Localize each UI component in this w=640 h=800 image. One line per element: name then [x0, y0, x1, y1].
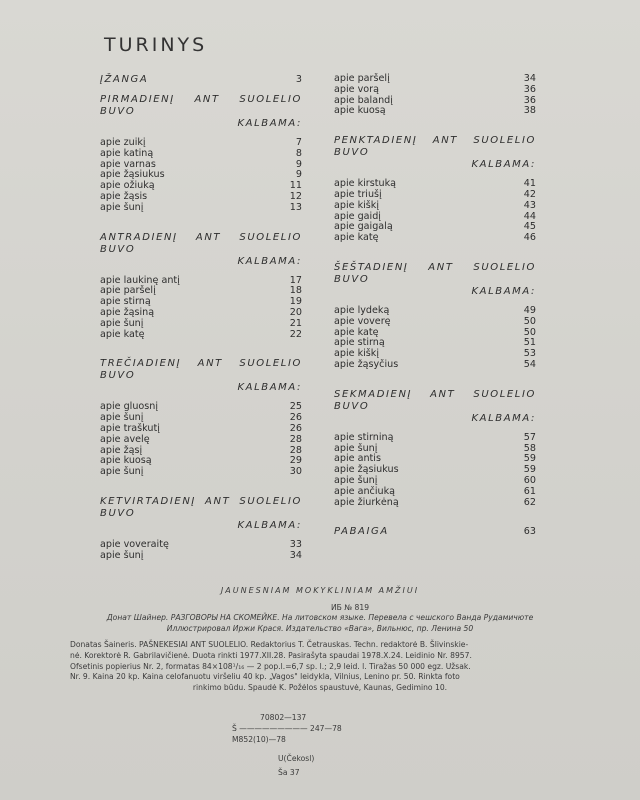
section-heading: [100, 94, 302, 130]
imprint-line: Nr. 9. Kaina 20 kp. Kaina celofanuotu viršeliu 40 kp. „Vagos" leidykla, Vilnius, Lenino pr. 50. Rinkta foto: [70, 672, 460, 682]
entry-page-number: 9: [295, 169, 302, 181]
imprint-block: [70, 586, 570, 693]
entry-page-number: 9: [295, 158, 302, 170]
section-heading-line: KALBAMA:: [237, 382, 302, 394]
entry-page-number: 59: [523, 464, 536, 476]
toc-entry: [100, 149, 302, 160]
entry-page-number: 7: [295, 137, 302, 148]
section-heading-line: KALBAMA:: [237, 519, 302, 531]
entry-label: apie balandį: [334, 94, 393, 106]
section-heading-line: KALBAMA:: [237, 255, 302, 267]
entry-page-number: 59: [523, 453, 536, 465]
section-heading-line: TREČIADIENĮ ANT SUOLELIO BUVO: [100, 358, 302, 382]
entry-label: apie kiškį: [334, 348, 380, 360]
section-heading: [334, 389, 536, 425]
imprint-line: nė. Korektorė R. Gabrilavičienė. Duota rinkti 1977.XII.28. Pasirašyta spaudai 1978.X.24. Leidinio Nr. 8957.: [70, 650, 472, 660]
section-heading-line: ŠEŠTADIENĮ ANT SUOLELIO BUVO: [334, 261, 536, 285]
entry-page-number: 22: [289, 328, 302, 340]
entry-page-number: 46: [523, 232, 536, 244]
toc-entry: [100, 330, 302, 341]
entry-label: apie avelę: [100, 433, 150, 445]
entry-label: apie katę: [100, 328, 145, 340]
toc-entry: [334, 317, 536, 328]
entry-label: apie šunį: [100, 466, 144, 478]
entry-label: apie žąsį: [100, 444, 143, 456]
entry-page-number: 34: [523, 73, 536, 84]
entry-page-number: 28: [289, 433, 302, 445]
section-heading-line: KALBAMA:: [471, 412, 536, 424]
toc-entry: [334, 85, 536, 96]
classification-code: U(Čekosl): [278, 754, 315, 763]
entry-page-number: 50: [523, 326, 536, 338]
entry-label: apie paršelį: [334, 73, 390, 84]
entry-page-number: 62: [523, 496, 536, 508]
classification-block: [278, 752, 314, 780]
entry-label: apie zuikį: [100, 137, 146, 148]
entry-page-number: 50: [523, 315, 536, 327]
entry-page-number: 60: [523, 474, 536, 486]
entry-page-number: 34: [289, 549, 302, 561]
entry-label: apie šunį: [100, 549, 144, 561]
entry-page-number: 36: [523, 94, 536, 106]
imprint-lithuanian-text: [70, 640, 570, 693]
toc-entry: [100, 203, 302, 214]
entry-label: apie gluosnį: [100, 401, 159, 413]
entry-label: apie voverę: [334, 315, 391, 327]
intro-label: ĮŽANGA: [100, 74, 149, 85]
entry-page-number: 44: [523, 210, 536, 222]
section-heading-line: KETVIRTADIENĮ ANT SUOLELIO BUVO: [100, 495, 302, 519]
catalog-code-fraction: Š ————————— 247—78: [232, 724, 342, 733]
entry-label: apie žąsyčius: [334, 358, 399, 370]
entry-page-number: 38: [523, 105, 536, 117]
section-heading: [334, 135, 536, 171]
toc-left-column: [100, 74, 302, 580]
entry-page-number: 53: [523, 348, 536, 360]
entry-page-number: 18: [289, 285, 302, 297]
entry-page-number: 17: [289, 274, 302, 286]
entry-label: apie vorą: [334, 83, 379, 95]
entry-label: apie stirną: [100, 296, 151, 308]
entry-label: apie voveraitę: [100, 538, 169, 550]
entry-label: apie katę: [334, 326, 379, 338]
entry-label: apie traškutį: [100, 422, 160, 434]
entry-label: apie šunį: [100, 201, 144, 213]
entry-page-number: 28: [289, 444, 302, 456]
toc-entry: [100, 467, 302, 478]
toc-entry: [100, 435, 302, 446]
entry-page-number: 54: [523, 358, 536, 370]
entry-label: apie šunį: [100, 412, 144, 424]
entry-page-number: 11: [289, 180, 302, 192]
entry-label: apie žąsiną: [100, 306, 155, 318]
toc-entry: [334, 498, 536, 509]
section-heading: [100, 232, 302, 268]
entry-page-number: 8: [295, 147, 302, 159]
entry-page-number: 45: [523, 221, 536, 233]
entry-page-number: 57: [523, 431, 536, 443]
entry-page-number: 26: [289, 422, 302, 434]
entry-label: apie triušį: [334, 188, 382, 200]
entry-label: apie žiurkėną: [334, 496, 399, 508]
section-heading: [334, 262, 536, 298]
entry-label: apie varnas: [100, 158, 156, 170]
toc-end: [334, 526, 536, 538]
end-label: PABAIGA: [334, 526, 389, 538]
toc-entry: [334, 201, 536, 212]
imprint-line: rinkimo būdu. Spaudė K. Požėlos spaustuvė, Kaunas, Gedimino 10.: [192, 682, 448, 692]
toc-right-column: [334, 74, 536, 538]
entry-label: apie katiną: [100, 147, 154, 159]
entry-label: apie žąsiukus: [100, 169, 165, 181]
entry-label: apie gaigalą: [334, 221, 393, 233]
entry-label: apie paršelį: [100, 285, 156, 297]
section-heading-line: KALBAMA:: [237, 118, 302, 129]
entry-label: apie katę: [334, 232, 379, 244]
entry-page-number: 51: [523, 337, 536, 349]
entry-page-number: 58: [523, 442, 536, 454]
entry-page-number: 61: [523, 485, 536, 497]
toc-entry: [334, 433, 536, 444]
entry-page-number: 26: [289, 412, 302, 424]
intro-page-number: 3: [295, 74, 302, 85]
entry-page-number: 29: [289, 455, 302, 467]
ib-number: ИБ № 819: [330, 602, 370, 612]
imprint-line: Ofsetinis popierius Nr. 2, formatas 84×108¹/₁₆ — 2 pop.l.=6,7 sp. l.; 2,9 leid. l. Tiražas 50 000 egz. Užsak.: [70, 661, 471, 671]
imprint-line: Donatas Šaineris. PAŠNEKESIAI ANT SUOLELIO. Redaktorius T. Četrauskas. Techn. redaktorė B. Šlivinskie-: [70, 640, 469, 650]
entry-label: apie kuosą: [334, 105, 386, 117]
catalog-code-bottom: M852(10)—78: [232, 735, 286, 744]
toc-entry: [100, 319, 302, 330]
section-heading-line: SEKMADIENĮ ANT SUOLELIO BUVO: [334, 388, 536, 412]
entry-label: apie ančiuką: [334, 485, 396, 497]
toc-entry: [334, 106, 536, 117]
toc-intro: [100, 74, 302, 86]
toc-entry: [334, 233, 536, 244]
entry-page-number: 42: [523, 188, 536, 200]
section-heading: [100, 496, 302, 532]
section-heading-line: PIRMADIENĮ ANT SUOLELIO BUVO: [100, 94, 302, 117]
section-heading-line: KALBAMA:: [471, 159, 536, 171]
entry-label: apie šunį: [100, 317, 144, 329]
section-heading-line: PENKTADIENĮ ANT SUOLELIO BUVO: [334, 135, 536, 159]
entry-page-number: 43: [523, 199, 536, 211]
entry-label: apie stirną: [334, 337, 385, 349]
catalog-codes: [232, 712, 342, 745]
entry-page-number: 19: [289, 296, 302, 308]
entry-page-number: 41: [523, 178, 536, 190]
entry-label: apie kuosą: [100, 455, 152, 467]
toc-entry: [100, 551, 302, 562]
entry-label: apie lydeką: [334, 304, 390, 316]
toc-entry: [334, 487, 536, 498]
page-title: TURINYS: [104, 34, 208, 56]
toc-entry: [334, 360, 536, 371]
entry-label: apie kiškį: [334, 199, 380, 211]
sa-code: Ša 37: [278, 768, 300, 777]
entry-label: apie šunį: [334, 442, 378, 454]
entry-label: apie gaidį: [334, 210, 381, 222]
section-heading-line: ANTRADIENĮ ANT SUOLELIO BUVO: [100, 231, 302, 255]
entry-page-number: 20: [289, 306, 302, 318]
entry-label: apie ožiuką: [100, 180, 155, 192]
entry-label: apie kirstuką: [334, 178, 397, 190]
entry-page-number: 12: [289, 190, 302, 202]
entry-page-number: 21: [289, 317, 302, 329]
entry-label: apie antis: [334, 453, 381, 465]
imprint-russian-line: Донат Шайнер. РАЗГОВОРЫ НА СКОМЕЙКЕ. На литовском языке. Перевела с чешского Ванда Рудамичюте: [106, 613, 534, 623]
entry-label: apie stirniną: [334, 431, 394, 443]
section-heading-line: KALBAMA:: [471, 285, 536, 297]
entry-label: apie laukinę antį: [100, 274, 180, 286]
imprint-russian-line: Иллюстрировал Иржи Крася. Издательство «Вага», Вильнюс, пр. Ленина 50: [166, 623, 474, 633]
entry-page-number: 13: [289, 201, 302, 213]
end-page-number: 63: [523, 526, 536, 538]
catalog-code-top: 70802—137: [260, 713, 307, 722]
entry-page-number: 25: [289, 401, 302, 413]
entry-page-number: 36: [523, 83, 536, 95]
series-line: JAUNESNIAM MOKYKLINIAM AMŽIUI: [220, 586, 420, 595]
entry-label: apie žąsis: [100, 190, 148, 202]
entry-page-number: 49: [523, 304, 536, 316]
entry-label: apie šunį: [334, 474, 378, 486]
entry-page-number: 33: [289, 538, 302, 550]
entry-page-number: 30: [289, 466, 302, 478]
entry-label: apie žąsiukus: [334, 464, 399, 476]
section-heading: [100, 358, 302, 394]
